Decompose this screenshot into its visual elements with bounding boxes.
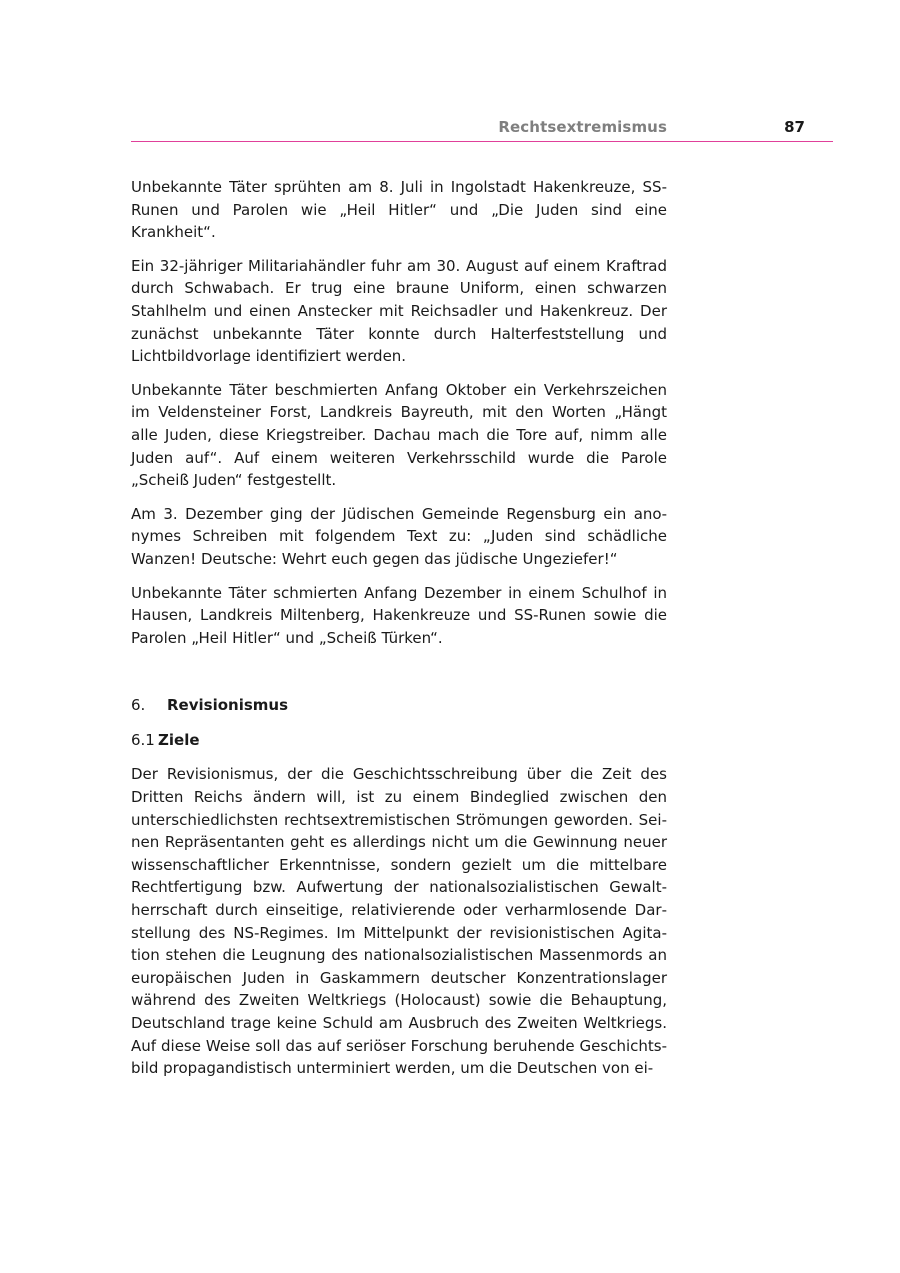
page-body — [131, 176, 667, 1091]
section-spacer — [131, 660, 667, 694]
paragraph-regensburg: Am 3. Dezember ging der Jüdischen Gemeinde Regensburg ein anonymes Schreiben mit folgendem Text zu: „Juden sind schädliche Wanzen! Deutsche: Wehrt euch gegen das jüdische Ungeziefer!“ — [131, 504, 667, 568]
running-head-section-title: Rechtsextremismus — [498, 118, 667, 136]
section-number: 6. — [131, 696, 146, 715]
section-heading — [131, 694, 667, 717]
subsection-heading — [131, 729, 667, 752]
subsection-number: 6.1 — [131, 730, 155, 749]
subsection-title: Ziele — [158, 730, 200, 749]
paragraph-veldensteiner-forst: Unbekannte Täter beschmierten Anfang Oktober ein Verkehrszeichen im Veldensteiner Forst, Landkreis Bayreuth, mit den Worten „Hängt alle Juden, diese Kriegstreiber. Dachau mach die Tore auf, nimm alle Juden auf“. Auf einem weiteren Verkehrsschild wurde die Parole „Scheiß Juden“ festgestellt. — [131, 380, 667, 490]
section-title: Revisionismus — [167, 696, 289, 715]
page-number: 87 — [784, 118, 805, 136]
running-head — [131, 115, 833, 142]
paragraph-schwabach: Ein 32-jähriger Militariahändler fuhr am 30. August auf einem Kraftrad durch Schwabach. Er trug eine braune Uniform, einen schwarzen Stahlhelm und einen Anstecker mit Reichsadler und Hakenkreuz. Der zunächst unbekannte Täter konnte durch Halterfeststellung und Lichtbildvorlage identifiziert werden. — [131, 256, 667, 366]
paragraph-ingolstadt: Unbekannte Täter sprühten am 8. Juli in Ingolstadt Hakenkreuze, SS-Runen und Parolen wie „Heil Hitler“ und „Die Juden sind eine Krankheit“. — [131, 178, 667, 242]
paragraph-hausen: Unbekannte Täter schmierten Anfang Dezember in einem Schulhof in Hausen, Landkreis Miltenberg, Hakenkreuze und SS-Runen sowie die Parolen „Heil Hitler“ und „Scheiß Türken“. — [131, 583, 667, 647]
paragraph-revisionismus: Der Revisionismus, der die Geschichtsschreibung über die Zeit des Dritten Reichs ändern will, ist zu einem Bindeglied zwischen den unterschiedlichsten rechtsextremistischen Strömungen geworden. Seinen Repräsentanten geht es allerdings nicht um die Gewinnung neuer wissenschaftlicher Erkenntnisse, sondern gezielt um die mittelbare Rechtfertigung bzw. Aufwertung der nationalsozialistischen Gewaltherrschaft durch einseitige, relativierende oder verharmlosende Darstellung des NS-Regimes. Im Mittelpunkt der revisionistischen Agitation stehen die Leugnung des nationalsozialistischen Massenmords an europäischen Juden in Gaskammern deutscher Konzentrationslager während des Zweiten Weltkriegs (Holocaust) sowie die Behauptung, Deutschland trage keine Schuld am Ausbruch des Zweiten Weltkriegs. Auf diese Weise soll das auf seriöser Forschung beruhende Geschichtsbild propagandistisch unterminiert werden, um die Deutschen von ei- — [131, 765, 667, 1078]
